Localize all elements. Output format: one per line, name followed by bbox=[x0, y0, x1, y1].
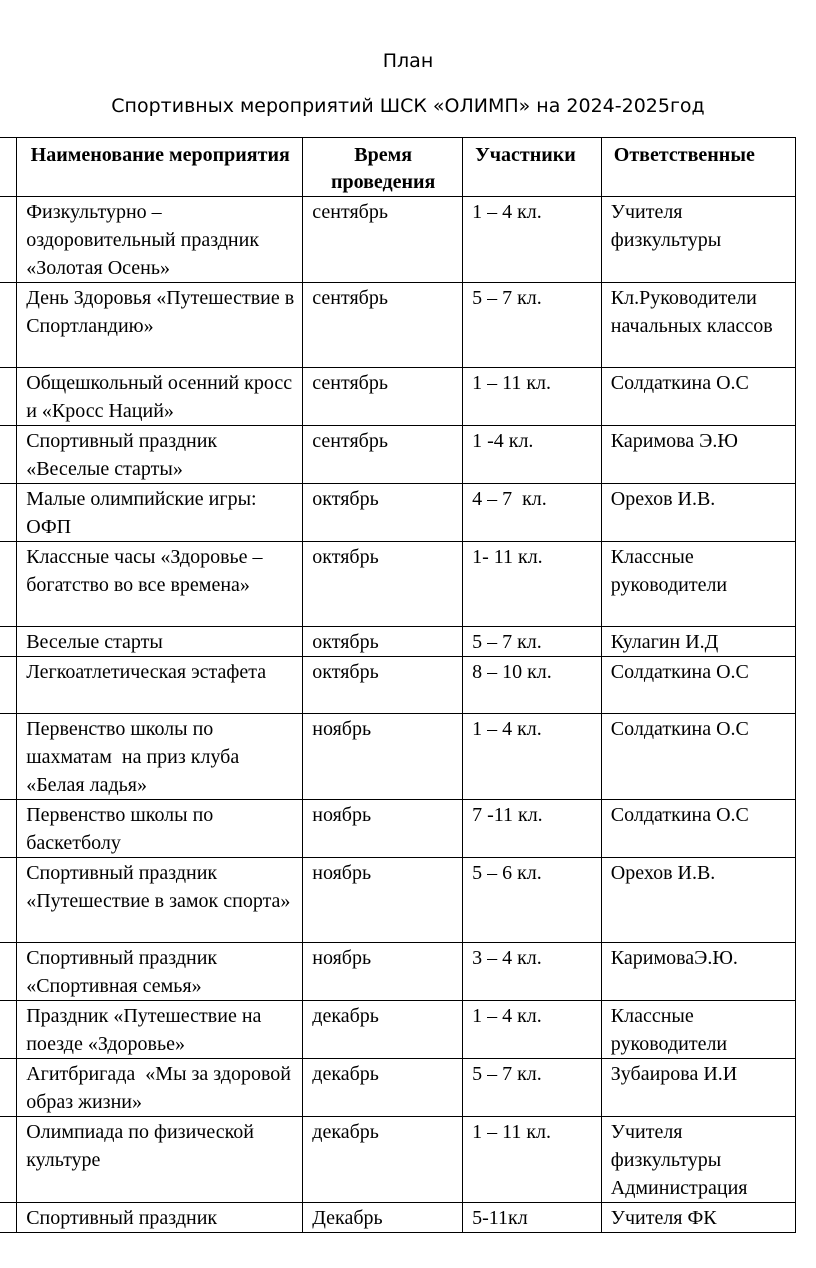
table-row bbox=[0, 858, 796, 943]
table-header-row bbox=[0, 138, 796, 197]
table-row bbox=[0, 714, 796, 800]
event-name-header: Наименование мероприятия bbox=[17, 138, 303, 197]
table-row bbox=[0, 657, 796, 714]
responsible-cell: Орехов И.В. bbox=[601, 484, 795, 542]
event-name-cell: Спортивный праздник «Веселые старты» bbox=[17, 426, 303, 484]
participants-cell: 5 – 6 кл. bbox=[463, 858, 602, 943]
row-number-cell bbox=[0, 283, 17, 368]
event-name-cell: Спортивный праздник «Спортивная семья» bbox=[17, 943, 303, 1001]
responsible-cell: Кулагин И.Д bbox=[601, 627, 795, 657]
participants-cell: 1 – 4 кл. bbox=[463, 714, 602, 800]
responsible-cell: Учителя физкультуры Администрация bbox=[601, 1117, 795, 1203]
event-time-cell: сентябрь bbox=[303, 426, 463, 484]
event-time-cell: сентябрь bbox=[303, 283, 463, 368]
responsible-cell: Кл.Руководители начальных классов bbox=[601, 283, 795, 368]
table-row bbox=[0, 627, 796, 657]
event-time-cell: октябрь bbox=[303, 657, 463, 714]
responsible-cell: Учителя физкультуры bbox=[601, 197, 795, 283]
participants-cell: 4 – 7 кл. bbox=[463, 484, 602, 542]
table-row bbox=[0, 542, 796, 627]
table-row bbox=[0, 943, 796, 1001]
table-row bbox=[0, 1203, 796, 1233]
table-row bbox=[0, 283, 796, 368]
participants-cell: 1 -4 кл. bbox=[463, 426, 602, 484]
table-row bbox=[0, 1001, 796, 1059]
responsible-cell: Солдаткина О.С bbox=[601, 368, 795, 426]
event-time-cell: октябрь bbox=[303, 484, 463, 542]
participants-cell: 1 – 4 кл. bbox=[463, 197, 602, 283]
event-name-cell: Спортивный праздник «Путешествие в замок спорта» bbox=[17, 858, 303, 943]
event-time-cell: ноябрь bbox=[303, 800, 463, 858]
responsible-cell: Каримова Э.Ю bbox=[601, 426, 795, 484]
table-row bbox=[0, 426, 796, 484]
responsible-cell: Солдаткина О.С bbox=[601, 800, 795, 858]
table-row bbox=[0, 1117, 796, 1203]
event-name-cell: Праздник «Путешествие на поезде «Здоровье» bbox=[17, 1001, 303, 1059]
event-name-cell: Спортивный праздник bbox=[17, 1203, 303, 1233]
table-row bbox=[0, 1059, 796, 1117]
event-time-cell: ноябрь bbox=[303, 714, 463, 800]
event-time-cell: декабрь bbox=[303, 1117, 463, 1203]
row-number-cell bbox=[0, 542, 17, 627]
row-number-cell bbox=[0, 627, 17, 657]
event-time-header: Время проведения bbox=[303, 138, 463, 197]
participants-cell: 5-11кл bbox=[463, 1203, 602, 1233]
table-row bbox=[0, 368, 796, 426]
participants-cell: 7 -11 кл. bbox=[463, 800, 602, 858]
row-number-cell bbox=[0, 657, 17, 714]
responsible-cell: Классные руководители bbox=[601, 542, 795, 627]
event-name-cell: Малые олимпийские игры: ОФП bbox=[17, 484, 303, 542]
responsible-cell: Учителя ФК bbox=[601, 1203, 795, 1233]
event-name-cell: Физкультурно – оздоровительный праздник «Золотая Осень» bbox=[17, 197, 303, 283]
row-number-cell bbox=[0, 800, 17, 858]
event-name-cell: Общешкольный осенний кросс и «Кросс Наций» bbox=[17, 368, 303, 426]
event-name-cell: Первенство школы по баскетболу bbox=[17, 800, 303, 858]
participants-header: Участники bbox=[463, 138, 602, 197]
participants-cell: 1 – 4 кл. bbox=[463, 1001, 602, 1059]
participants-cell: 5 – 7 кл. bbox=[463, 627, 602, 657]
row-number-cell bbox=[0, 426, 17, 484]
event-name-cell: Агитбригада «Мы за здоровой образ жизни» bbox=[17, 1059, 303, 1117]
event-name-cell: Веселые старты bbox=[17, 627, 303, 657]
row-number-cell bbox=[0, 197, 17, 283]
participants-cell: 8 – 10 кл. bbox=[463, 657, 602, 714]
row-number-cell bbox=[0, 714, 17, 800]
responsible-cell: КаримоваЭ.Ю. bbox=[601, 943, 795, 1001]
table-row bbox=[0, 484, 796, 542]
event-time-cell: декабрь bbox=[303, 1059, 463, 1117]
responsible-header: Ответственные bbox=[601, 138, 795, 197]
events-plan-table bbox=[0, 137, 796, 1233]
event-time-cell: октябрь bbox=[303, 542, 463, 627]
participants-cell: 1 – 11 кл. bbox=[463, 368, 602, 426]
event-name-cell: Легкоатлетическая эстафета bbox=[17, 657, 303, 714]
event-name-cell: Классные часы «Здоровье – богатство во все времена» bbox=[17, 542, 303, 627]
row-number-cell bbox=[0, 1001, 17, 1059]
table-row bbox=[0, 800, 796, 858]
event-name-cell: Олимпиада по физической культуре bbox=[17, 1117, 303, 1203]
row-number-cell bbox=[0, 484, 17, 542]
event-name-cell: Первенство школы по шахматам на приз клуба «Белая ладья» bbox=[17, 714, 303, 800]
event-name-cell: День Здоровья «Путешествие в Спортландию» bbox=[17, 283, 303, 368]
row-number-cell bbox=[0, 858, 17, 943]
responsible-cell: Зубаирова И.И bbox=[601, 1059, 795, 1117]
row-number-cell bbox=[0, 368, 17, 426]
responsible-cell: Классные руководители bbox=[601, 1001, 795, 1059]
event-time-cell: октябрь bbox=[303, 627, 463, 657]
row-number-cell bbox=[0, 1059, 17, 1117]
responsible-cell: Орехов И.В. bbox=[601, 858, 795, 943]
document-subtitle: Спортивных мероприятий ШСК «ОЛИМП» на 2024-2025год bbox=[111, 95, 705, 117]
row-number-cell bbox=[0, 1117, 17, 1203]
participants-cell: 5 – 7 кл. bbox=[463, 1059, 602, 1117]
event-time-cell: декабрь bbox=[303, 1001, 463, 1059]
responsible-cell: Солдаткина О.С bbox=[601, 657, 795, 714]
event-time-cell: ноябрь bbox=[303, 943, 463, 1001]
row-number-cell bbox=[0, 943, 17, 1001]
participants-cell: 1- 11 кл. bbox=[463, 542, 602, 627]
document-title: План bbox=[382, 50, 434, 72]
event-time-cell: Декабрь bbox=[303, 1203, 463, 1233]
table-row bbox=[0, 197, 796, 283]
participants-cell: 5 – 7 кл. bbox=[463, 283, 602, 368]
participants-cell: 3 – 4 кл. bbox=[463, 943, 602, 1001]
number-column-header bbox=[0, 138, 17, 197]
event-time-cell: ноябрь bbox=[303, 858, 463, 943]
event-time-cell: сентябрь bbox=[303, 197, 463, 283]
row-number-cell bbox=[0, 1203, 17, 1233]
responsible-cell: Солдаткина О.С bbox=[601, 714, 795, 800]
event-time-cell: сентябрь bbox=[303, 368, 463, 426]
participants-cell: 1 – 11 кл. bbox=[463, 1117, 602, 1203]
